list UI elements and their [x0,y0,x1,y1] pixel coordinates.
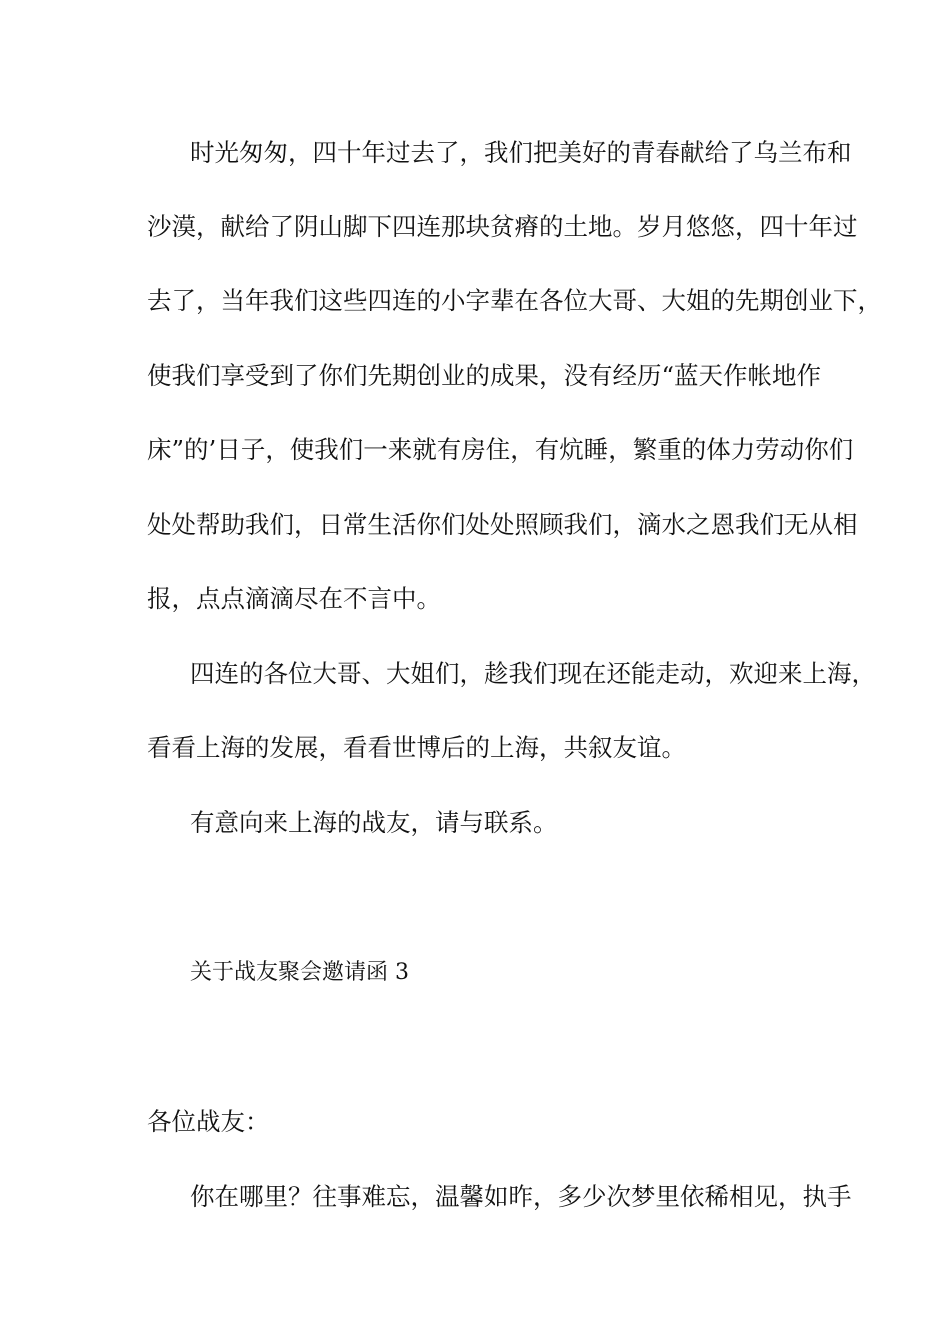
section-heading: 关于战友聚会邀请函 3 [190,960,409,985]
paragraph-1-line-7: 报，点点滴滴尽在不言中。 [147,584,441,613]
paragraph-1-line-1: 时光匆匆，四十年过去了，我们把美好的青春献给了乌兰布和 [190,138,852,167]
paragraph-1-line-2: 沙漠，献给了阴山脚下四连那块贫瘠的土地。岁月悠悠，四十年过 [147,212,858,241]
paragraph-1-line-4: 使我们享受到了你们先期创业的成果，没有经历“蓝天作帐地作 [147,361,822,390]
paragraph-2-line-2: 看看上海的发展，看看世博后的上海，共叙友谊。 [147,733,686,762]
paragraph-2-line-1: 四连的各位大哥、大姐们，趁我们现在还能走动，欢迎来上海， [190,659,876,688]
salutation: 各位战友： [147,1107,270,1136]
paragraph-3-line-1: 有意向来上海的战友，请与联系。 [190,808,558,837]
closing-paragraph-line-1: 你在哪里？往事难忘，温馨如昨，多少次梦里依稀相见，执手 [190,1182,852,1211]
paragraph-1-line-5: 床”的’日子，使我们一来就有房住，有炕睡，繁重的体力劳动你们 [147,435,854,464]
paragraph-1-line-3: 去了，当年我们这些四连的小字辈在各位大哥、大姐的先期创业下， [147,286,882,315]
paragraph-1-line-6: 处处帮助我们，日常生活你们处处照顾我们，滴水之恩我们无从相 [147,510,858,539]
